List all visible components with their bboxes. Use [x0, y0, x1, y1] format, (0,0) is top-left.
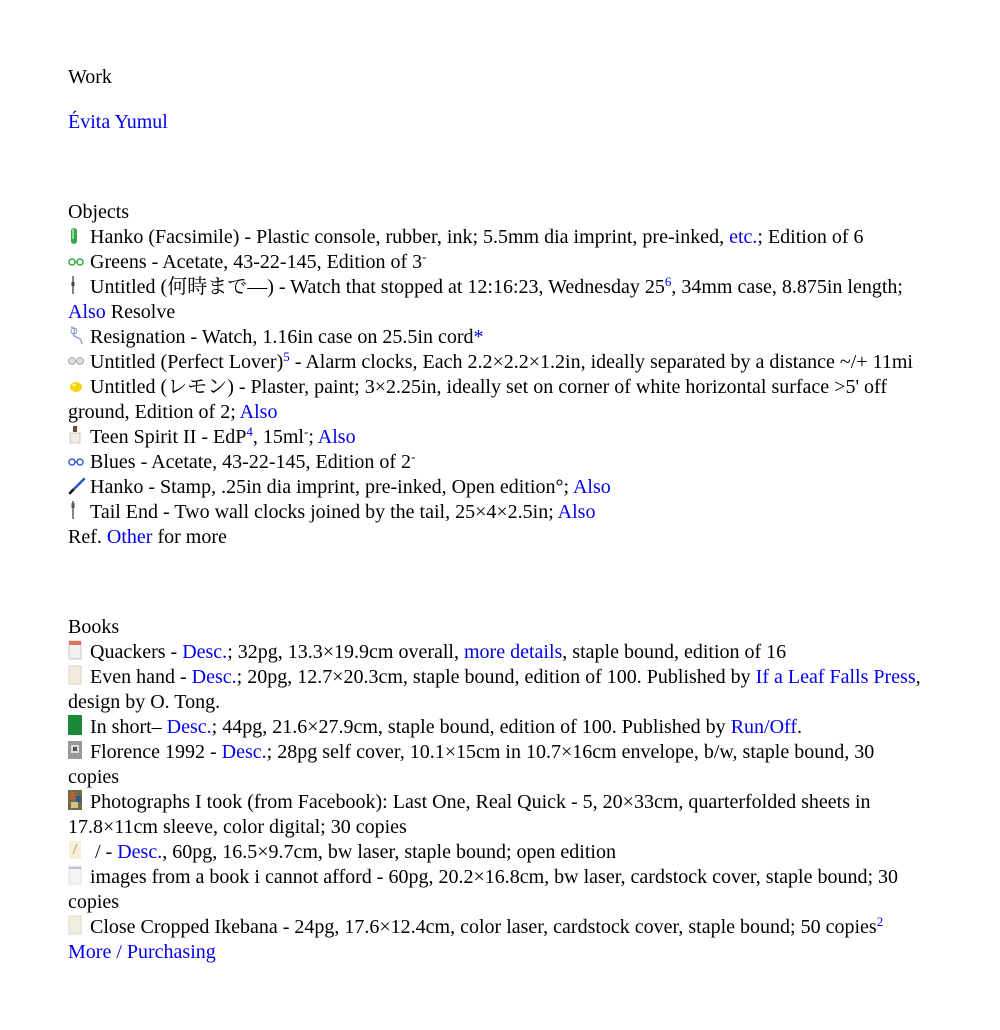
list-item: Teen Spirit II - EdP$^4$, 15ml-; Also: [68, 425, 930, 450]
publisher-link[interactable]: Run/Off: [730, 716, 797, 738]
desc-link[interactable]: Desc.: [221, 741, 267, 763]
more-details-link[interactable]: more details: [463, 641, 563, 663]
green-glasses-icon: [68, 252, 82, 269]
more-purchasing-link[interactable]: More / Purchasing: [68, 941, 216, 963]
footnote-5-link[interactable]: 5: [283, 349, 290, 364]
even-hand-book-icon: [68, 665, 82, 682]
perfume-bottle-icon: [68, 425, 82, 442]
desc-link[interactable]: Desc.: [166, 716, 212, 738]
footnote-2-link[interactable]: 2: [876, 914, 884, 929]
more-purchasing-line: [68, 940, 930, 965]
publisher-link[interactable]: If a Leaf Falls Press: [755, 666, 916, 688]
lemon-icon: [68, 377, 82, 394]
stamp-icon: [68, 477, 82, 494]
other-link[interactable]: Other: [106, 526, 153, 548]
list-item: Close Cropped Ikebana - 24pg, 17.6×12.4cm, color laser, cardstock cover, staple bound; 50 copies$^2$: [68, 915, 930, 940]
objects-ref-line: Ref. Other for more: [68, 526, 227, 548]
also-link[interactable]: Also: [572, 476, 611, 498]
footnote-6-link[interactable]: 6: [664, 274, 672, 289]
desc-link[interactable]: Desc.: [191, 666, 237, 688]
list-item: Greens - Acetate, 43-22-145, Edition of 3-: [68, 250, 930, 275]
slash-book-icon: [68, 840, 82, 857]
ikebana-book-icon: [68, 915, 82, 932]
also-link[interactable]: Also: [317, 426, 356, 448]
also-link[interactable]: Also: [68, 301, 106, 323]
work-heading: Work: [68, 66, 112, 88]
also-link[interactable]: Also: [557, 501, 596, 523]
asterisk-link[interactable]: *: [473, 326, 484, 348]
list-item: Even hand - Desc.; 20pg, 12.7×20.3cm, staple bound, edition of 100. Published by If a Leaf Falls Press, design by O. Tong.: [68, 666, 921, 713]
list-item: Hanko - Stamp, .25in dia imprint, pre-inked, Open edition°; Also: [68, 475, 930, 500]
objects-heading: Objects: [68, 201, 130, 223]
list-item: Untitled (Perfect Lover)$^5$ - Alarm clocks, Each 2.2×2.2×1.2in, ideally separated by a distance ~/+ 11mi: [68, 350, 930, 375]
list-item: Florence 1992 - Desc.; 28pg self cover, 10.1×15cm in 10.7×16cm envelope, b/w, staple bound, 30 copies: [68, 741, 875, 788]
desc-link[interactable]: Desc.: [182, 641, 228, 663]
list-item: Untitled (何時まで—) - Watch that stopped at 12:16:23, Wednesday 25$^6$, 34mm case, 8.875in length; Also Resolve: [68, 274, 903, 323]
wall-clocks-icon: [68, 500, 82, 517]
alarm-clocks-icon: [68, 352, 82, 369]
list-item: Quackers - Desc.; 32pg, 13.3×19.9cm overall, more details, staple bound, edition of 16: [68, 640, 930, 665]
list-item: Resignation - Watch, 1.16in case on 25.5in cord*: [68, 325, 930, 350]
also-link[interactable]: Also: [239, 401, 278, 423]
footnote-4-link[interactable]: 4: [246, 424, 253, 439]
list-item: images from a book i cannot afford - 60pg, 20.2×16.8cm, bw laser, cardstock cover, staple bound; 30 copies: [68, 866, 899, 913]
list-item: Hanko (Facsimile) - Plastic console, rubber, ink; 5.5mm dia imprint, pre-inked, etc.; Edition of 6: [68, 225, 930, 250]
desc-link[interactable]: Desc.: [117, 841, 163, 863]
list-item: Photographs I took (from Facebook): Last One, Real Quick - 5, 20×33cm, quarterfolded sheets in 17.8×11cm sleeve, color digital; 30 copies: [68, 791, 871, 838]
books-section: [68, 615, 930, 965]
green-hanko-icon: [68, 227, 82, 244]
books-heading: Books: [68, 616, 120, 638]
photographs-book-icon: [68, 790, 82, 807]
page-content: [68, 65, 930, 1030]
list-item: In short– Desc.; 44pg, 21.6×27.9cm, staple bound, edition of 100. Published by Run/Off.: [68, 715, 930, 740]
list-item: Blues - Acetate, 43-22-145, Edition of 2-: [68, 450, 930, 475]
in-short-book-icon: [68, 715, 82, 732]
author-link[interactable]: Évita Yumul: [68, 111, 168, 133]
list-item: Tail End - Two wall clocks joined by the tail, 25×4×2.5in; Also: [68, 500, 930, 525]
watch-icon: [68, 275, 82, 292]
list-item: / - Desc., 60pg, 16.5×9.7cm, bw laser, staple bound; open edition: [68, 840, 930, 865]
list-item: Untitled (レモン) - Plaster, paint; 3×2.25in, ideally set on corner of white horizontal surface >5' off ground, Edition of 2; Also: [68, 376, 888, 423]
cord-watch-icon: [68, 325, 82, 342]
quackers-book-icon: [68, 640, 82, 657]
florence-book-icon: [68, 740, 82, 757]
images-book-icon: [68, 865, 82, 882]
etc-link[interactable]: etc.: [729, 226, 758, 248]
blue-glasses-icon: [68, 452, 82, 469]
objects-section: [68, 200, 930, 550]
